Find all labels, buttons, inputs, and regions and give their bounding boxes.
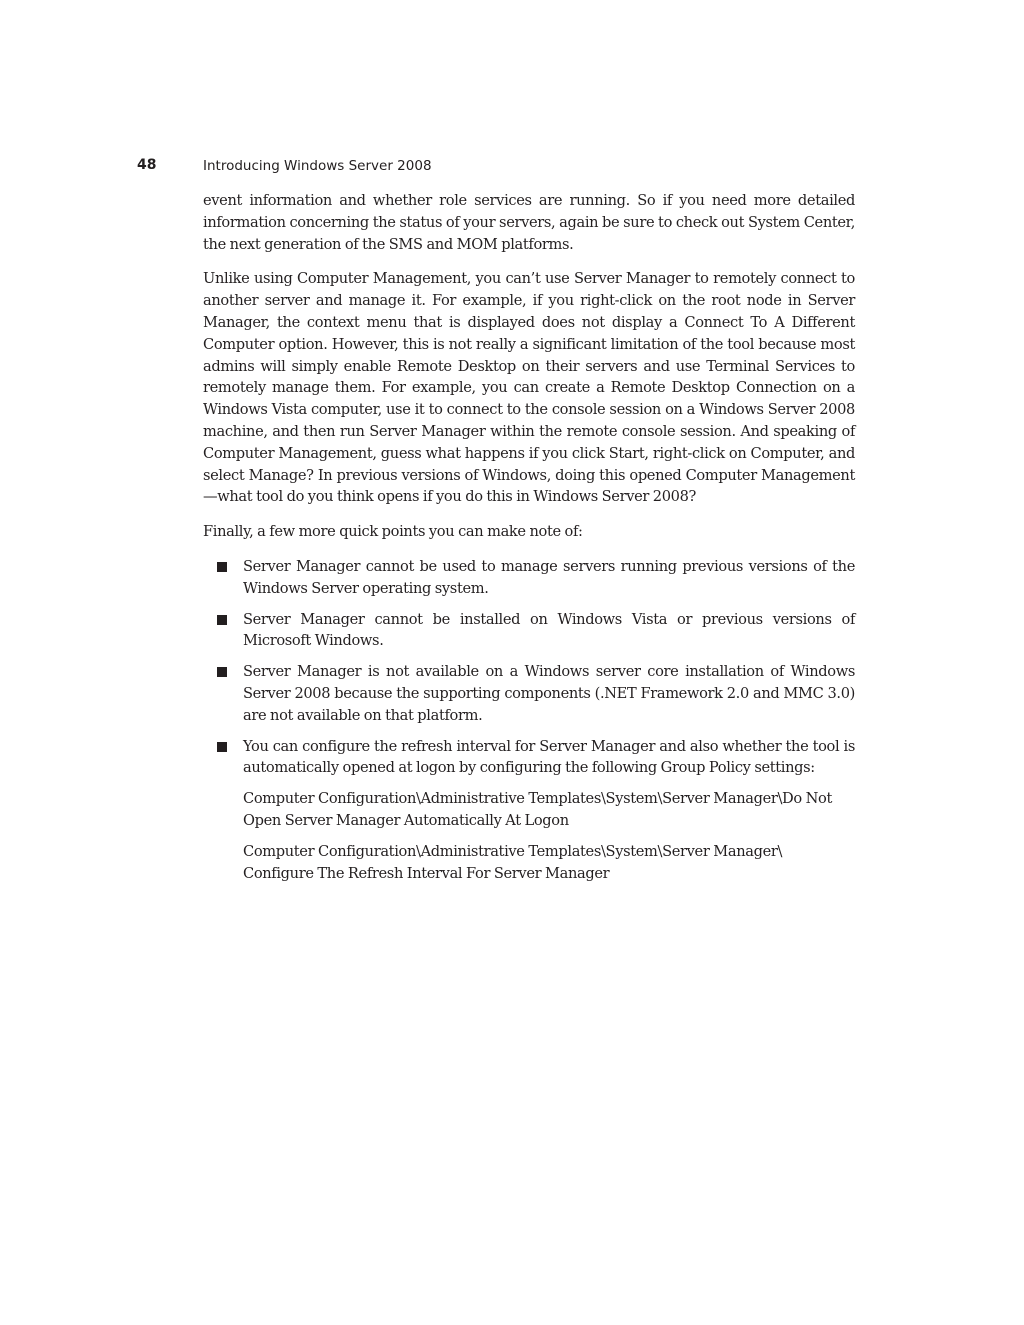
page-body [203, 190, 855, 893]
list-item-text: Server Manager cannot be used to manage servers running previous versions of the Windows Server operating system. [243, 557, 855, 597]
square-bullet-icon [217, 742, 227, 752]
list-item-text: Server Manager is not available on a Windows server core installation of Windows Server 2008 because the supporting components (.NET Framework 2.0 and MMC 3.0) are not available on that platform. [243, 663, 855, 724]
list-item [203, 556, 855, 600]
list-item [203, 661, 855, 726]
square-bullet-icon [217, 615, 227, 625]
paragraph: event information and whether role services are running. So if you need more detailed information concerning the status of your servers, again be sure to check out System Center, the next generation of the SMS and MOM platforms. [203, 192, 855, 253]
list-item [203, 609, 855, 653]
policy-path: Computer Configuration\Administrative Templates\System\Server Manager\Do Not Open Server Manager Automatically At Logon [243, 790, 833, 829]
list-item [203, 736, 855, 780]
bullet-list [203, 556, 855, 779]
running-head: Introducing Windows Server 2008 [203, 158, 432, 174]
page-number: 48 [137, 157, 157, 173]
square-bullet-icon [217, 562, 227, 572]
paragraph: Finally, a few more quick points you can make note of: [203, 523, 583, 541]
list-item-text: Server Manager cannot be installed on Windows Vista or previous versions of Microsoft Windows. [243, 610, 855, 650]
paragraph: Unlike using Computer Management, you can’t use Server Manager to remotely connect to another server and manage it. For example, if you right-click on the root node in Server Manager, the context menu that is displayed does not display a Connect To A Different Computer option. However, this is not really a significant limitation of the tool because most admins will simply enable Remote Desktop on their servers and use Terminal Services to remotely manage them. For example, you can create a Remote Desktop Connection on a Windows Vista computer, use it to connect to the console session on a Windows Server 2008 machine, and then run Server Manager within the remote console session. And speaking of Computer Management, guess what happens if you click Start, right-click on Computer, and select Manage? In previous versions of Windows, doing this opened Computer Management—what tool do you think opens if you do this in Windows Server 2008? [203, 270, 855, 506]
list-item-text: You can configure the refresh interval for Server Manager and also whether the tool is automatically opened at logon by configuring the following Group Policy settings: [243, 737, 855, 777]
policy-path: Computer Configuration\Administrative Templates\System\Server Manager\ Configure The Refresh Interval For Server Manager [243, 842, 783, 882]
square-bullet-icon [217, 667, 227, 677]
